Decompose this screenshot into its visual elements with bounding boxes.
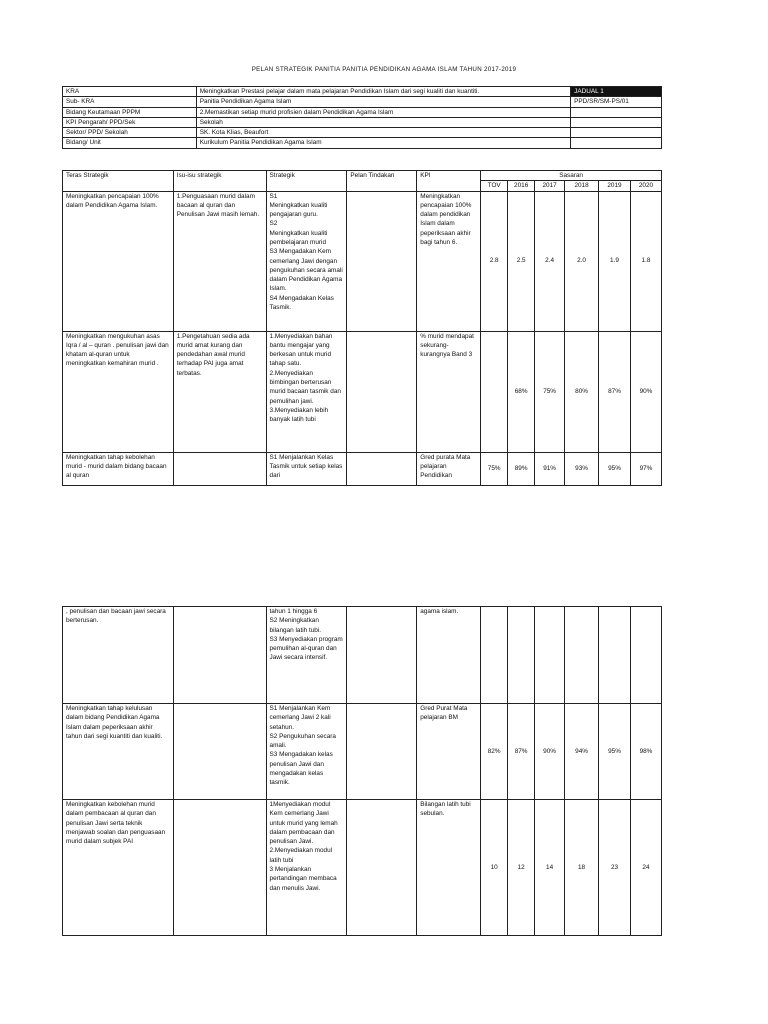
pelan-cell (347, 607, 417, 704)
pelan-cell (347, 800, 417, 936)
target-value-cell: 10 (481, 800, 508, 936)
kpi-cell: % murid mendapat sekurang-kurangnya Band 3 (417, 331, 481, 452)
target-value-cell: 80% (565, 331, 599, 452)
header-row (63, 87, 662, 97)
target-value-cell: 82% (481, 704, 508, 800)
header-label: Bidang/ Unit (63, 138, 197, 148)
strategi-cell: S1 Meningkatkan kualiti pengajaran guru. S2 Meningkatkan kualiti pembelajaran murid S3 Mengadakan Kem cemerlang Jawi dengan pengukuhan secara amali dalam Pendidikan Agama Islam. S4 Mengadakan Kelas Tasmik. (266, 191, 347, 331)
target-value-cell: 24 (630, 800, 661, 936)
table-row (63, 800, 662, 936)
header-row (63, 107, 662, 117)
table-row (63, 607, 662, 704)
col-sasaran: Sasaran (481, 171, 662, 181)
year-header: 2018 (565, 181, 599, 191)
header-table (62, 86, 662, 149)
col-strategi: Strategik (266, 171, 347, 192)
header-extra (571, 107, 662, 117)
table-row (63, 452, 662, 485)
header-row (63, 138, 662, 148)
target-value-cell: 98% (630, 704, 661, 800)
header-label: Sub- KRA (63, 97, 197, 107)
strategi-cell: 1.Menyediakan bahan bantu mengajar yang berkesan untuk murid tahap satu. 2.Menyediakan bimbingan berterusan murid bacaan tasmik dan pemulihan jawi. 3.Menyediakan lebih banyak latih tubi (266, 331, 347, 452)
year-header: 2016 (508, 181, 535, 191)
target-value-cell: 95% (599, 704, 631, 800)
year-header: 2019 (599, 181, 631, 191)
kpi-cell: Gred purata Mata pelajaran Pendidikan (417, 452, 481, 485)
isu-cell: 1.Penguasaan murid dalam bacaan al quran dan Penulisan Jawi masih lemah. (173, 191, 266, 331)
year-header: 2020 (630, 181, 661, 191)
header-value: Kurikulum Panitia Pendidikan Agama Islam (196, 138, 570, 148)
table-row (63, 704, 662, 800)
teras-cell: Meningkatkan tahap kelulusan dalam bidang Pendidikan Agama Islam dalam peperiksaan akhir tahun dari segi kuantiti dan kualiti. (63, 704, 174, 800)
col-pelan: Pelan Tindakan (347, 171, 417, 192)
strategi-cell: 1Menyediakan modul Kem cemerlang Jawi untuk murid yang lemah dalam pembacaan dan penulisan Jawi. 2.Menyediakan modul latih tubi 3 Menjalankan pertandingan membaca dan menulis Jawi. (266, 800, 347, 936)
target-value-cell: 1.9 (599, 191, 631, 331)
header-extra: JADUAL 1 (571, 87, 662, 97)
teras-cell: , penulisan dan bacaan jawi secara berterusan. (63, 607, 174, 704)
teras-cell: Meningkatkan tahap kebolehan murid - murid dalam bidang bacaan al quran (63, 452, 174, 485)
target-value-cell: 68% (508, 331, 535, 452)
header-label: Sektor/ PPD/ Sekolah (63, 128, 197, 138)
kpi-cell: agama islam. (417, 607, 481, 704)
pelan-cell (347, 331, 417, 452)
target-value-cell: 23 (599, 800, 631, 936)
target-value-cell: 91% (535, 452, 565, 485)
header-value: SK. Kota Klias, Beaufort (196, 128, 570, 138)
target-value-cell (535, 607, 565, 704)
year-header: TOV (481, 181, 508, 191)
target-value-cell: 2.8 (481, 191, 508, 331)
target-value-cell: 95% (599, 452, 631, 485)
target-value-cell: 90% (535, 704, 565, 800)
teras-cell: Meningkatkan mengukuhan asas Iqra / al – quran . penulisan jawi dan khatam al-quran untuk meningkatkan kemahiran murid . (63, 331, 174, 452)
header-extra: PPD/SR/SM-PS/01 (571, 97, 662, 107)
target-value-cell: 90% (630, 331, 661, 452)
pelan-cell (347, 452, 417, 485)
target-value-cell: 12 (508, 800, 535, 936)
col-kpi: KPI (417, 171, 481, 192)
target-value-cell: 75% (481, 452, 508, 485)
header-value: Panitia Pendidikan Agama Islam (196, 97, 570, 107)
header-extra (571, 117, 662, 127)
pelan-cell (347, 191, 417, 331)
target-value-cell: 94% (565, 704, 599, 800)
target-value-cell: 87% (599, 331, 631, 452)
header-extra (571, 128, 662, 138)
kpi-cell: Meningkatkan pencapaian 100% dalam pendidikan Islam dalam peperiksaan akhir bagi tahun 6. (417, 191, 481, 331)
target-value-cell: 97% (630, 452, 661, 485)
page-title: PELAN STRATEGIK PANITIA PANITIA PENDIDIKAN AGAMA ISLAM TAHUN 2017-2019 (251, 66, 517, 73)
year-header: 2017 (535, 181, 565, 191)
header-value: Meningkatkan Prestasi pelajar dalam mata pelajaran Pendidikan Islam dari segi kualiti dan kuantiti. (196, 87, 570, 97)
target-value-cell: 2.5 (508, 191, 535, 331)
strategi-cell: S1 Menjalankan Kem cemerlang Jawi 2 kali setahun. S2 Pengukuhan secara amali. S3 Mengadakan kelas penulisan Jawi dan mengadakan kelas tasmik. (266, 704, 347, 800)
isu-cell (173, 607, 266, 704)
teras-cell: Meningkatkan pencapaian 100% dalam Pendidikan Agama Islam. (63, 191, 174, 331)
col-teras: Teras Strategik (63, 171, 174, 192)
target-value-cell: 93% (565, 452, 599, 485)
header-value: Sekolah (196, 117, 570, 127)
isu-cell (173, 452, 266, 485)
target-value-cell: 2.4 (535, 191, 565, 331)
strategi-cell: S1 Menjalankan Kelas Tasmik untuk setiap kelas dari (266, 452, 347, 485)
header-label: KRA (63, 87, 197, 97)
target-value-cell: 89% (508, 452, 535, 485)
target-value-cell: 14 (535, 800, 565, 936)
target-value-cell (630, 607, 661, 704)
target-value-cell (481, 331, 508, 452)
target-value-cell: 1.8 (630, 191, 661, 331)
header-row (63, 128, 662, 138)
header-row (63, 117, 662, 127)
teras-cell: Meningkatkan kebolehan murid dalam pembacaan al quran dan penulisan Jawi serta teknik menjawab soalan dan penguasaan murid dalam subjek PAI (63, 800, 174, 936)
target-value-cell (565, 607, 599, 704)
isu-cell: 1.Pengetahuan sedia ada murid amat kurang dan pendedahan awal murid terhadap PAI juga amat terbatas. (173, 331, 266, 452)
strategy-table-page-1 (62, 170, 662, 486)
target-value-cell: 2.0 (565, 191, 599, 331)
col-isu: Isu-isu strategik (173, 171, 266, 192)
isu-cell (173, 800, 266, 936)
table-row (63, 331, 662, 452)
target-value-cell (481, 607, 508, 704)
kpi-cell: Gred Purat Mata pelajaran BM (417, 704, 481, 800)
pelan-cell (347, 704, 417, 800)
header-extra (571, 138, 662, 148)
target-value-cell: 75% (535, 331, 565, 452)
target-value-cell: 18 (565, 800, 599, 936)
strategi-cell: tahun 1 hingga 6 S2 Meningkatkan bilangan latih tubi. S3 Menyediakan program pemulihan al-quran dan Jawi secara intensif. (266, 607, 347, 704)
table-row (63, 191, 662, 331)
header-row (63, 97, 662, 107)
kpi-cell: Bilangan latih tubi sebulan. (417, 800, 481, 936)
isu-cell (173, 704, 266, 800)
target-value-cell (599, 607, 631, 704)
header-label: KPI Pengarah/ PPD/Sek (63, 117, 197, 127)
header-value: 2.Memastikan setiap murid profisien dalam Pendidikan Agama Islam (196, 107, 570, 117)
header-label: Bidang Keutamaan PPPM (63, 107, 197, 117)
target-value-cell (508, 607, 535, 704)
target-value-cell: 87% (508, 704, 535, 800)
strategy-table-page-2 (62, 606, 662, 936)
